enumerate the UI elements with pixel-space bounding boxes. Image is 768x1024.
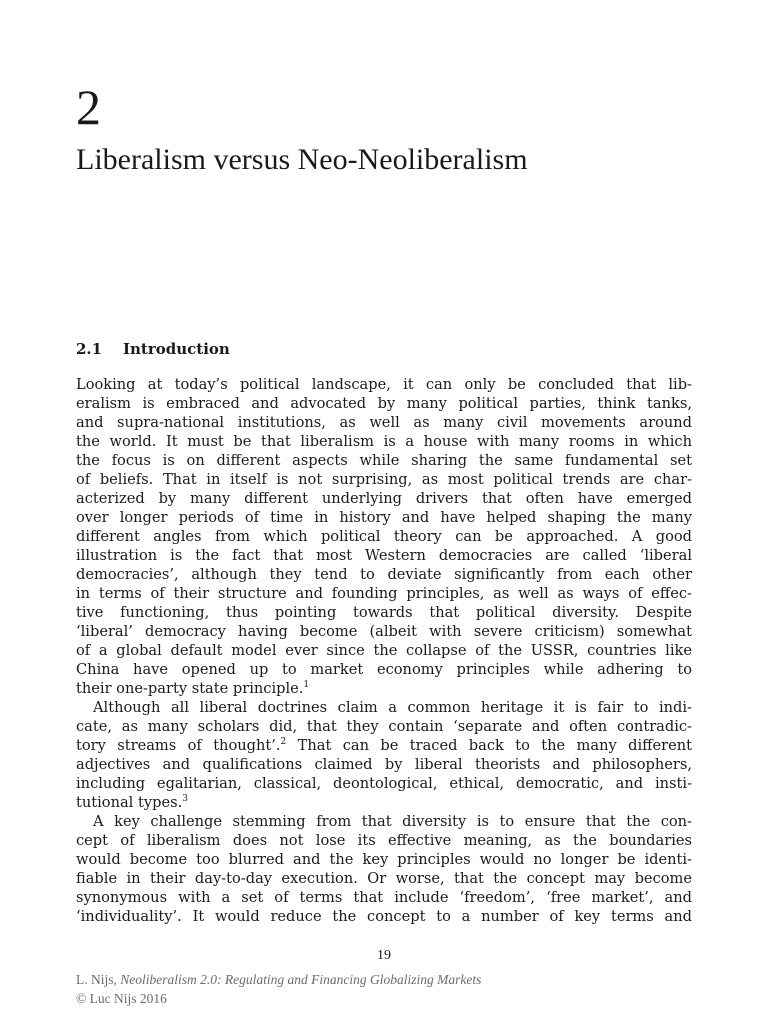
chapter-number: 2 [76, 79, 101, 135]
body-line-text: the world. It must be that liberalism is a house with many rooms in which [76, 433, 692, 450]
body-line-text-continued: That can be traced back to the many different [286, 737, 692, 754]
body-line [76, 888, 692, 907]
body-line [76, 717, 692, 736]
body-line-text: the focus is on different aspects while sharing the same fundamental set [76, 452, 692, 469]
footnote-marker[interactable]: 1 [303, 680, 310, 690]
body-line [76, 413, 692, 432]
body-line [76, 907, 692, 926]
body-line-text: and supra-national institutions, as well as many civil movements around [76, 414, 692, 431]
body-line-text: cate, as many scholars did, that they contain ‘separate and often contradic- [76, 718, 692, 735]
body-line [76, 774, 692, 793]
body-line-text: adjectives and qualifications claimed by liberal theorists and philosophers, [76, 756, 692, 773]
body-line [76, 546, 692, 565]
body-line-text: over longer periods of time in history and have helped shaping the many [76, 509, 692, 526]
body-line [76, 679, 692, 698]
body-line [76, 755, 692, 774]
body-line-text: acterized by many different underlying drivers that often have emerged [76, 490, 692, 507]
footnote-marker[interactable]: 3 [182, 794, 188, 804]
body-line-text: China have opened up to market economy principles while adhering to [76, 661, 692, 678]
body-line [76, 603, 692, 622]
body-line [76, 489, 692, 508]
body-line [76, 375, 692, 394]
body-line-text: cept of liberalism does not lose its effective meaning, as the boundaries [76, 832, 692, 849]
body-line [76, 432, 692, 451]
body-line-text: Looking at today’s political landscape, it can only be concluded that lib- [76, 376, 692, 393]
body-line [76, 641, 692, 660]
body-line [76, 565, 692, 584]
body-line-text: would become too blurred and the key principles would no longer be identi- [76, 851, 692, 868]
body-line [76, 812, 692, 831]
body-line [76, 736, 692, 755]
body-line [76, 831, 692, 850]
section-title: Introduction [123, 340, 230, 358]
body-line-text: including egalitarian, classical, deontological, ethical, democratic, and insti- [76, 775, 692, 792]
body-line-text: of beliefs. That in itself is not surprising, as most political trends are char- [76, 471, 692, 488]
body-line-text: in terms of their structure and founding principles, as well as ways of effec- [76, 585, 692, 602]
body-line [76, 850, 692, 869]
body-line [76, 527, 692, 546]
body-text [76, 375, 692, 926]
body-line-text: synonymous with a set of terms that include ‘freedom’, ‘free market’, and [76, 889, 692, 906]
body-line-text: of a global default model ever since the collapse of the USSR, countries like [76, 642, 692, 659]
body-line-text: tory streams of thought’. [76, 737, 281, 754]
body-line [76, 793, 692, 812]
body-line [76, 622, 692, 641]
footer-citation [76, 970, 481, 989]
body-line-text: eralism is embraced and advocated by many political parties, think tanks, [76, 395, 692, 412]
body-line-text: their one-party state principle. [76, 680, 304, 697]
footer-author: L. Nijs, [76, 972, 121, 987]
footer-copyright: © Luc Nijs 2016 [76, 991, 167, 1006]
body-line-text: tive functioning, thus pointing towards that political diversity. Despite [76, 604, 692, 621]
body-line-text: Although all liberal doctrines claim a common heritage it is fair to indi- [93, 699, 692, 716]
body-line [76, 698, 692, 717]
section-heading [76, 340, 230, 358]
body-line-text: ‘liberal’ democracy having become (albeit with severe criticism) somewhat [76, 623, 692, 640]
body-line-text: ‘individuality’. It would reduce the concept to a number of key terms and [76, 908, 692, 925]
body-line [76, 508, 692, 527]
section-number: 2.1 [76, 340, 103, 358]
footnote-marker[interactable]: 2 [280, 737, 287, 747]
body-line [76, 470, 692, 489]
body-line-text: illustration is the fact that most Western democracies are called ‘liberal [76, 547, 692, 564]
page-number: 19 [377, 948, 391, 963]
body-line-text: A key challenge stemming from that diversity is to ensure that the con- [93, 813, 692, 830]
footer [76, 970, 481, 1008]
body-line [76, 869, 692, 888]
body-line-text: democracies’, although they tend to deviate significantly from each other [76, 566, 692, 583]
body-line-text: tutional types. [76, 794, 183, 811]
body-line [76, 451, 692, 470]
footer-book-title: Neoliberalism 2.0: Regulating and Financing Globalizing Markets [120, 972, 482, 987]
chapter-title: Liberalism versus Neo-Neoliberalism [76, 143, 528, 176]
body-line [76, 584, 692, 603]
body-line-text: different angles from which political theory can be approached. A good [76, 528, 692, 545]
body-line [76, 394, 692, 413]
body-line [76, 660, 692, 679]
body-line-text: fiable in their day-to-day execution. Or worse, that the concept may become [76, 870, 692, 887]
